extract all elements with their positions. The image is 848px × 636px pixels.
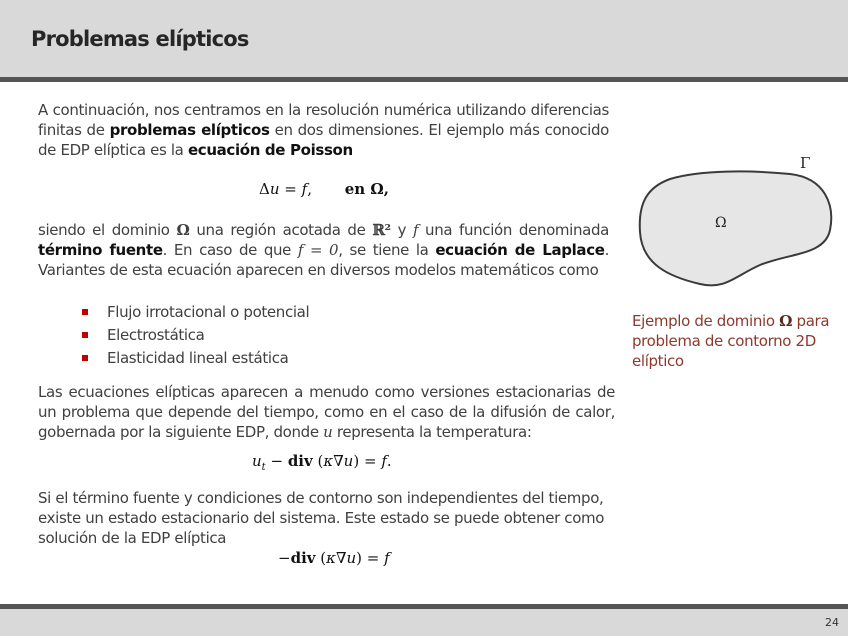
domain-omega-label: Ω	[715, 215, 727, 231]
heat-paragraph	[38, 382, 615, 442]
p2-text-1: siendo el dominio	[38, 221, 177, 239]
p2-f-zero: f = 0	[297, 241, 339, 259]
caption-omega: Ω	[779, 312, 793, 330]
domain-paragraph	[38, 220, 609, 280]
p2-text-5: . En caso de que	[162, 241, 298, 259]
p3-text-1: Las ecuaciones elípticas aparecen a menudo como versiones estacionarias de un problema que depende del tiempo, como en el caso de la difusión de calor, gobernada por la siguiente EDP, donde	[38, 383, 615, 441]
intro-paragraph	[38, 100, 609, 160]
p2-text-3: y	[390, 221, 413, 239]
term-laplace-equation: ecuación de Laplace	[435, 241, 605, 259]
list-item	[82, 348, 309, 371]
p2-text-7: . Variantes de esta ecuación aparecen en diversos modelos matemáticos como	[38, 241, 609, 279]
p2-f: f	[412, 221, 419, 239]
laplacian-symbol: Δ	[259, 180, 270, 198]
list-item-label: Elasticidad lineal estática	[107, 349, 289, 367]
p2-r2: ℝ²	[372, 221, 391, 239]
caption-text-2: para problema de contorno 2D elíptico	[632, 312, 830, 370]
domain-shape	[640, 171, 831, 285]
p2-text-2: una región acotada de	[189, 221, 373, 239]
list-item-label: Flujo irrotacional o potencial	[107, 303, 310, 321]
footer-bar	[0, 609, 848, 636]
applications-list	[82, 302, 309, 371]
heat-equation: $u_t$ − div (κ∇u) = f.	[252, 452, 392, 473]
figure-caption	[632, 311, 842, 371]
slide-title: Problemas elípticos	[31, 27, 249, 51]
p2-text-6: , se tiene la	[338, 241, 436, 259]
bullet-square-icon	[82, 355, 88, 361]
bullet-square-icon	[82, 332, 88, 338]
caption-text-1: Ejemplo de dominio	[632, 312, 780, 330]
eq1-f: f	[301, 180, 308, 198]
domain-figure	[630, 150, 840, 295]
boundary-gamma-label: Γ	[800, 154, 811, 172]
term-elliptic-problems: problemas elípticos	[109, 121, 270, 139]
p3-text-2: representa la temperatura:	[332, 423, 532, 441]
term-source: término fuente	[38, 241, 163, 259]
list-item-label: Electrostática	[107, 326, 205, 344]
intro-text-1: A continuación, nos centramos en la resolución numérica utilizando diferencias finitas de	[38, 101, 609, 139]
list-item	[82, 325, 309, 348]
poisson-equation	[259, 180, 389, 198]
eq1-comma: ,	[307, 180, 312, 198]
list-item	[82, 302, 309, 325]
eq1-domain: en Ω,	[344, 180, 389, 198]
p2-text-4: una función denominada	[418, 221, 609, 239]
eq1-equals: =	[279, 180, 302, 198]
eq1-u: u	[269, 180, 280, 198]
bullet-square-icon	[82, 309, 88, 315]
page-number: 24	[825, 616, 839, 629]
term-poisson-equation: ecuación de Poisson	[187, 141, 353, 159]
p3-u: u	[323, 423, 333, 441]
p2-omega: Ω	[176, 221, 190, 239]
steady-state-paragraph: Si el término fuente y condiciones de contorno son independientes del tiempo, existe un estado estacionario del sistema. Este estado se puede obtener como solución de la EDP elíptica	[38, 489, 605, 547]
steady-state-equation: −div (κ∇u) = f	[278, 549, 390, 567]
intro-text-2: en dos dimensiones. El ejemplo más conocido de EDP elíptica es la	[38, 121, 610, 159]
header-rule	[0, 77, 848, 82]
